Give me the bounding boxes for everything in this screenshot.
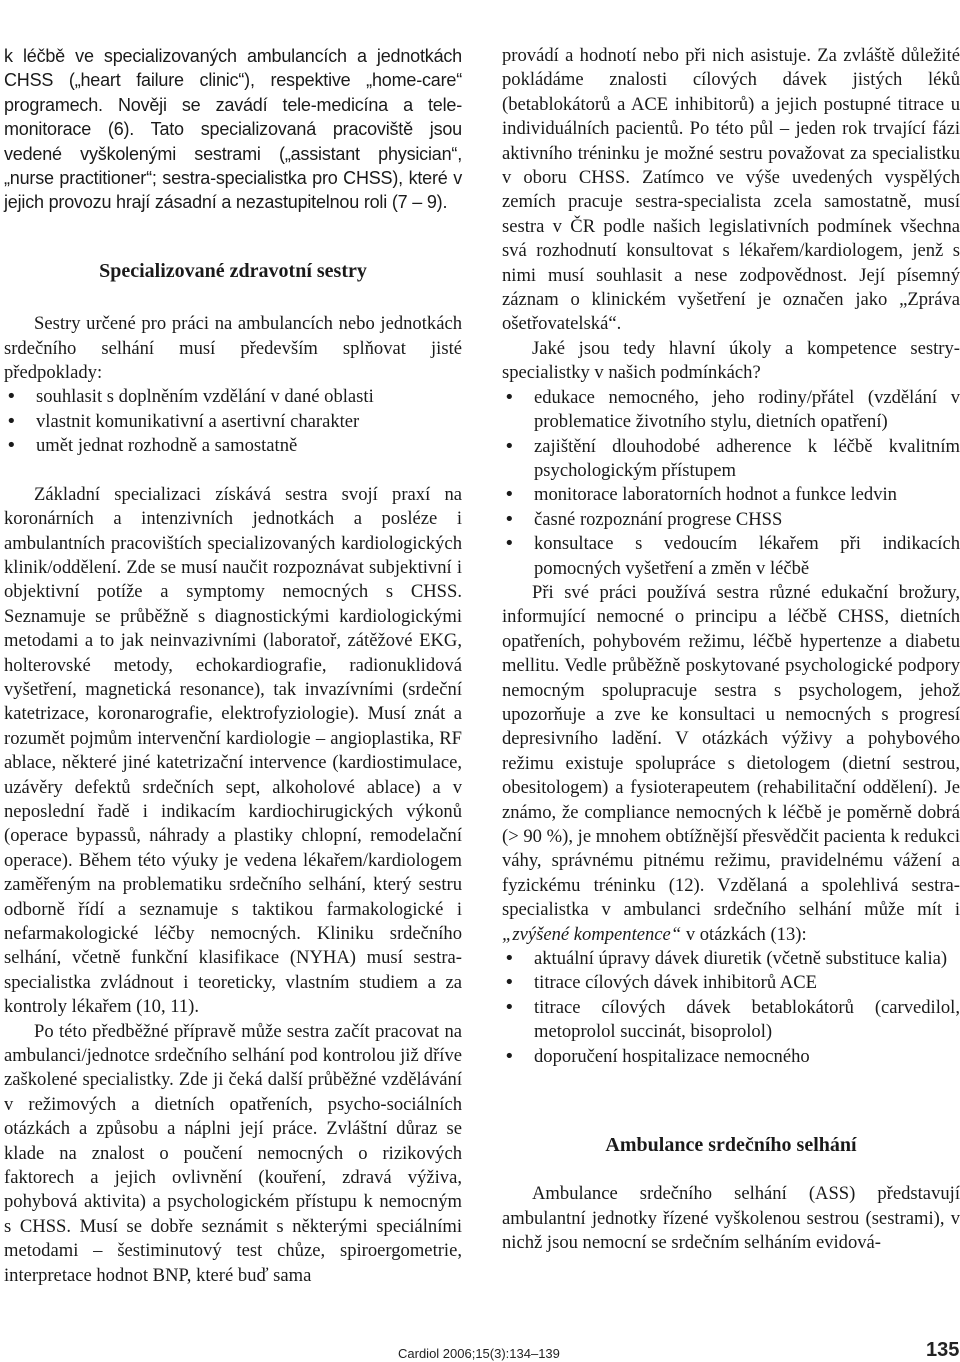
list-item: • časné rozpoznání progrese CHSS [502,508,960,532]
continuation-paragraph: provádí a hodnotí nebo při nich asistuje. Za zvláště důležité pokládáme znalosti cílových dávek jistých léků (betablokátorů a ACE inhibitorů) a jejich postupné titrace u individuálních pacientů. Po této půl – jeden rok trvající fázi aktivního tréninku je možné sestru považovat za specialistku v oboru CHSS. Zatímco ve výše uvedených vyspělých zemích pracuje sestra-specialista zcela samostatně, musí sestra v ČR podle našich legislativních podmínek všechna svá rozhodnutí konsultovat s lékařem/kardiologem, jenž s nimi musí souhlasit a nese zodpovědnost. Její písemný záznam o klinickém vyšetření je označen jako „Zpráva ošetřovatelská“. [502,45,960,335]
extended-competences-list [502,947,960,1069]
training-paragraph: Po této předběžné přípravě může sestra začít pracovat na ambulanci/jednotce srdečního selhání pod kontrolou již dříve zaškolené specialistky. Zde ji čeká další průběžné vzdělávání v režimových a dietních opatřeních, psycho-sociálních otázkách a způsobu a náplni její práce. Zvláštní důraz se klade na znalost o poučení nemocných o rizikových faktorech a jejich ovlivnění (kouření, zdravá výživa, pohybová aktivita) a psychologickém přístupu k nemocným s CHSS. Musí se dobře seznámit s některými speciálními metodami – šestiminutový test chůze, spiroergometrie, interpretace hodnot BNP, které buď sama [4,1020,462,1286]
prerequisites-paragraph: Sestry určené pro práci na ambulancích nebo jednotkách srdečního selhání musí především splňovat jisté předpoklady: [4,313,462,384]
competences-question: Jaké jsou tedy hlavní úkoly a kompetence sestry-specialistky v našich podmínkách? [502,337,960,384]
education-text: Při své práci používá sestra různé edukační brožury, informující nemocné o principu a léčbě CHSS, dietních opatřeních, pohybovém režimu, léčbě hypertenze a diabetu mellitu. Vedle průběžně poskytované psychologické podpory nemocným spolupracuje sestra s psychologem, jehož upozorňuje a zve ke konsultaci u nemocných s progresí depresivního ladění. V otázkách výživy a pohybového režimu existuje spolupráce s dietologem (dietní sestrou, obesitologem) a fysioterapeutem (rehabilitační oddělení). Je známo, že compliance nemocných k léčbě je poměrně dobrá (> 90 %), je mnohem obtížnější přesvědčit pacienta k redukci váhy, správnému pitnému režimu, pravidelnému vážení a fyzickému tréninku (12). Vzdělaná a spolehlivá sestra-specialistka v ambulanci srdečního selhání může mít i [502,581,960,921]
competences-emphasis: „zvýšené kompentence“ [502,923,682,945]
list-item: • aktuální úpravy dávek diuretik (včetně substituce kalia) [502,947,960,971]
list-item: • titrace cílových dávek betablokátorů (carvedilol, metoprolol succinát, bisoprolol) [502,996,960,1045]
list-item: • konsultace s vedoucím lékařem při indikacích pomocných vyšetření a změn v léčbě [502,532,960,581]
left-column [4,44,462,1288]
list-item: • titrace cílových dávek inhibitorů ACE [502,971,960,995]
list-item: • vlastnit komunikativní a asertivní charakter [4,410,462,434]
intro-paragraph: k léčbě ve specializovaných ambulancích a jednotkách CHSS („heart failure clinic“), respektive „home-care“ programech. Nověji se zavádí tele-medicína a tele-monitorace (6). Tato specializovaná pracoviště jsou vedené vyškolenými sestrami („assistant physician“, „nurse practitioner“; sestra-specialistka pro CHSS), které v jejich provozu hrají zásadní a nezastupitelnou roli (7 – 9). [4,46,462,213]
list-item: • edukace nemocného, jeho rodiny/přátel (vzdělání v problematice životního stylu, dietních opatření) [502,386,960,435]
prerequisites-list [4,385,462,458]
right-column [502,44,960,1256]
ambulance-paragraph: Ambulance srdečního selhání (ASS) představují ambulantní jednotky řízené vyškolenou sestrou (sestrami), v nichž jsou nemocní se srdečním selháním evidová- [502,1183,960,1254]
tasks-list [502,386,960,581]
page-footer [0,1339,960,1362]
specialization-paragraph: Základní specializaci získává sestra svojí praxí na koronárních a intenzivních jednotkách a posléze i ambulantních pracovištích specializovaných kardiologických klinik/oddělení. Zde se musí naučit rozpoznávat subjektivní i objektivní potíže a symptomy nemocných s CHSS. Seznamuje se průběžně s diagnostickými kardiologickými metodami a to jak neinvazivními (laboratoř, zátěžové EKG, holterovské metody, echokardiografie, radionuklidová vyšetření, magnetická resonance), tak invazívními (srdeční katetrizace, koronarografie, elektrofyziologie). Musí znát a rozumět pojmům intervenční kardiologie – angioplastika, RF ablace, některé jiné katetrizační intervence (kardiostimulace, uzávěry defektů srdečních sept, alkoholové ablace) a v neposlední řadě i indikacím kardiochirugických výkonů (operace bypassů, náhrady a plastiky chlopní, remodelační operace). Během této výuky je vedena lékařem/kardiologem zaměřeným na problematiku srdečního selhání, který sestru odborně řídí a seznamuje s taktikou farmakologické i nefarmakologické léčby nemocných. Kliniku srdečního selhání, včetně funkční klasifikace (NYHA) musí sestra-specialistka zvládnout i teoreticky, vlastním studiem a za kontroly lékařem (10, 11). [4,483,462,1018]
list-item: • umět jednat rozhodně a samostatně [4,434,462,458]
journal-citation: Cardiol 2006;15(3):134–139 [398,1346,560,1361]
page-number: 135 [926,1339,960,1361]
list-item: • zajištění dlouhodobé adherence k léčbě kvalitním psychologickým přístupem [502,435,960,484]
section-heading-ambulance: Ambulance srdečního selhání [605,1134,857,1157]
education-paragraph [502,581,960,947]
section-heading-nurses: Specializované zdravotní sestry [99,259,367,282]
list-item: • doporučení hospitalizace nemocného [502,1045,960,1069]
list-item: • monitorace laboratorních hodnot a funkce ledvin [502,483,960,507]
list-item: • souhlasit s doplněním vzdělání v dané oblasti [4,385,462,409]
education-text-end: v otázkách (13): [685,923,807,945]
